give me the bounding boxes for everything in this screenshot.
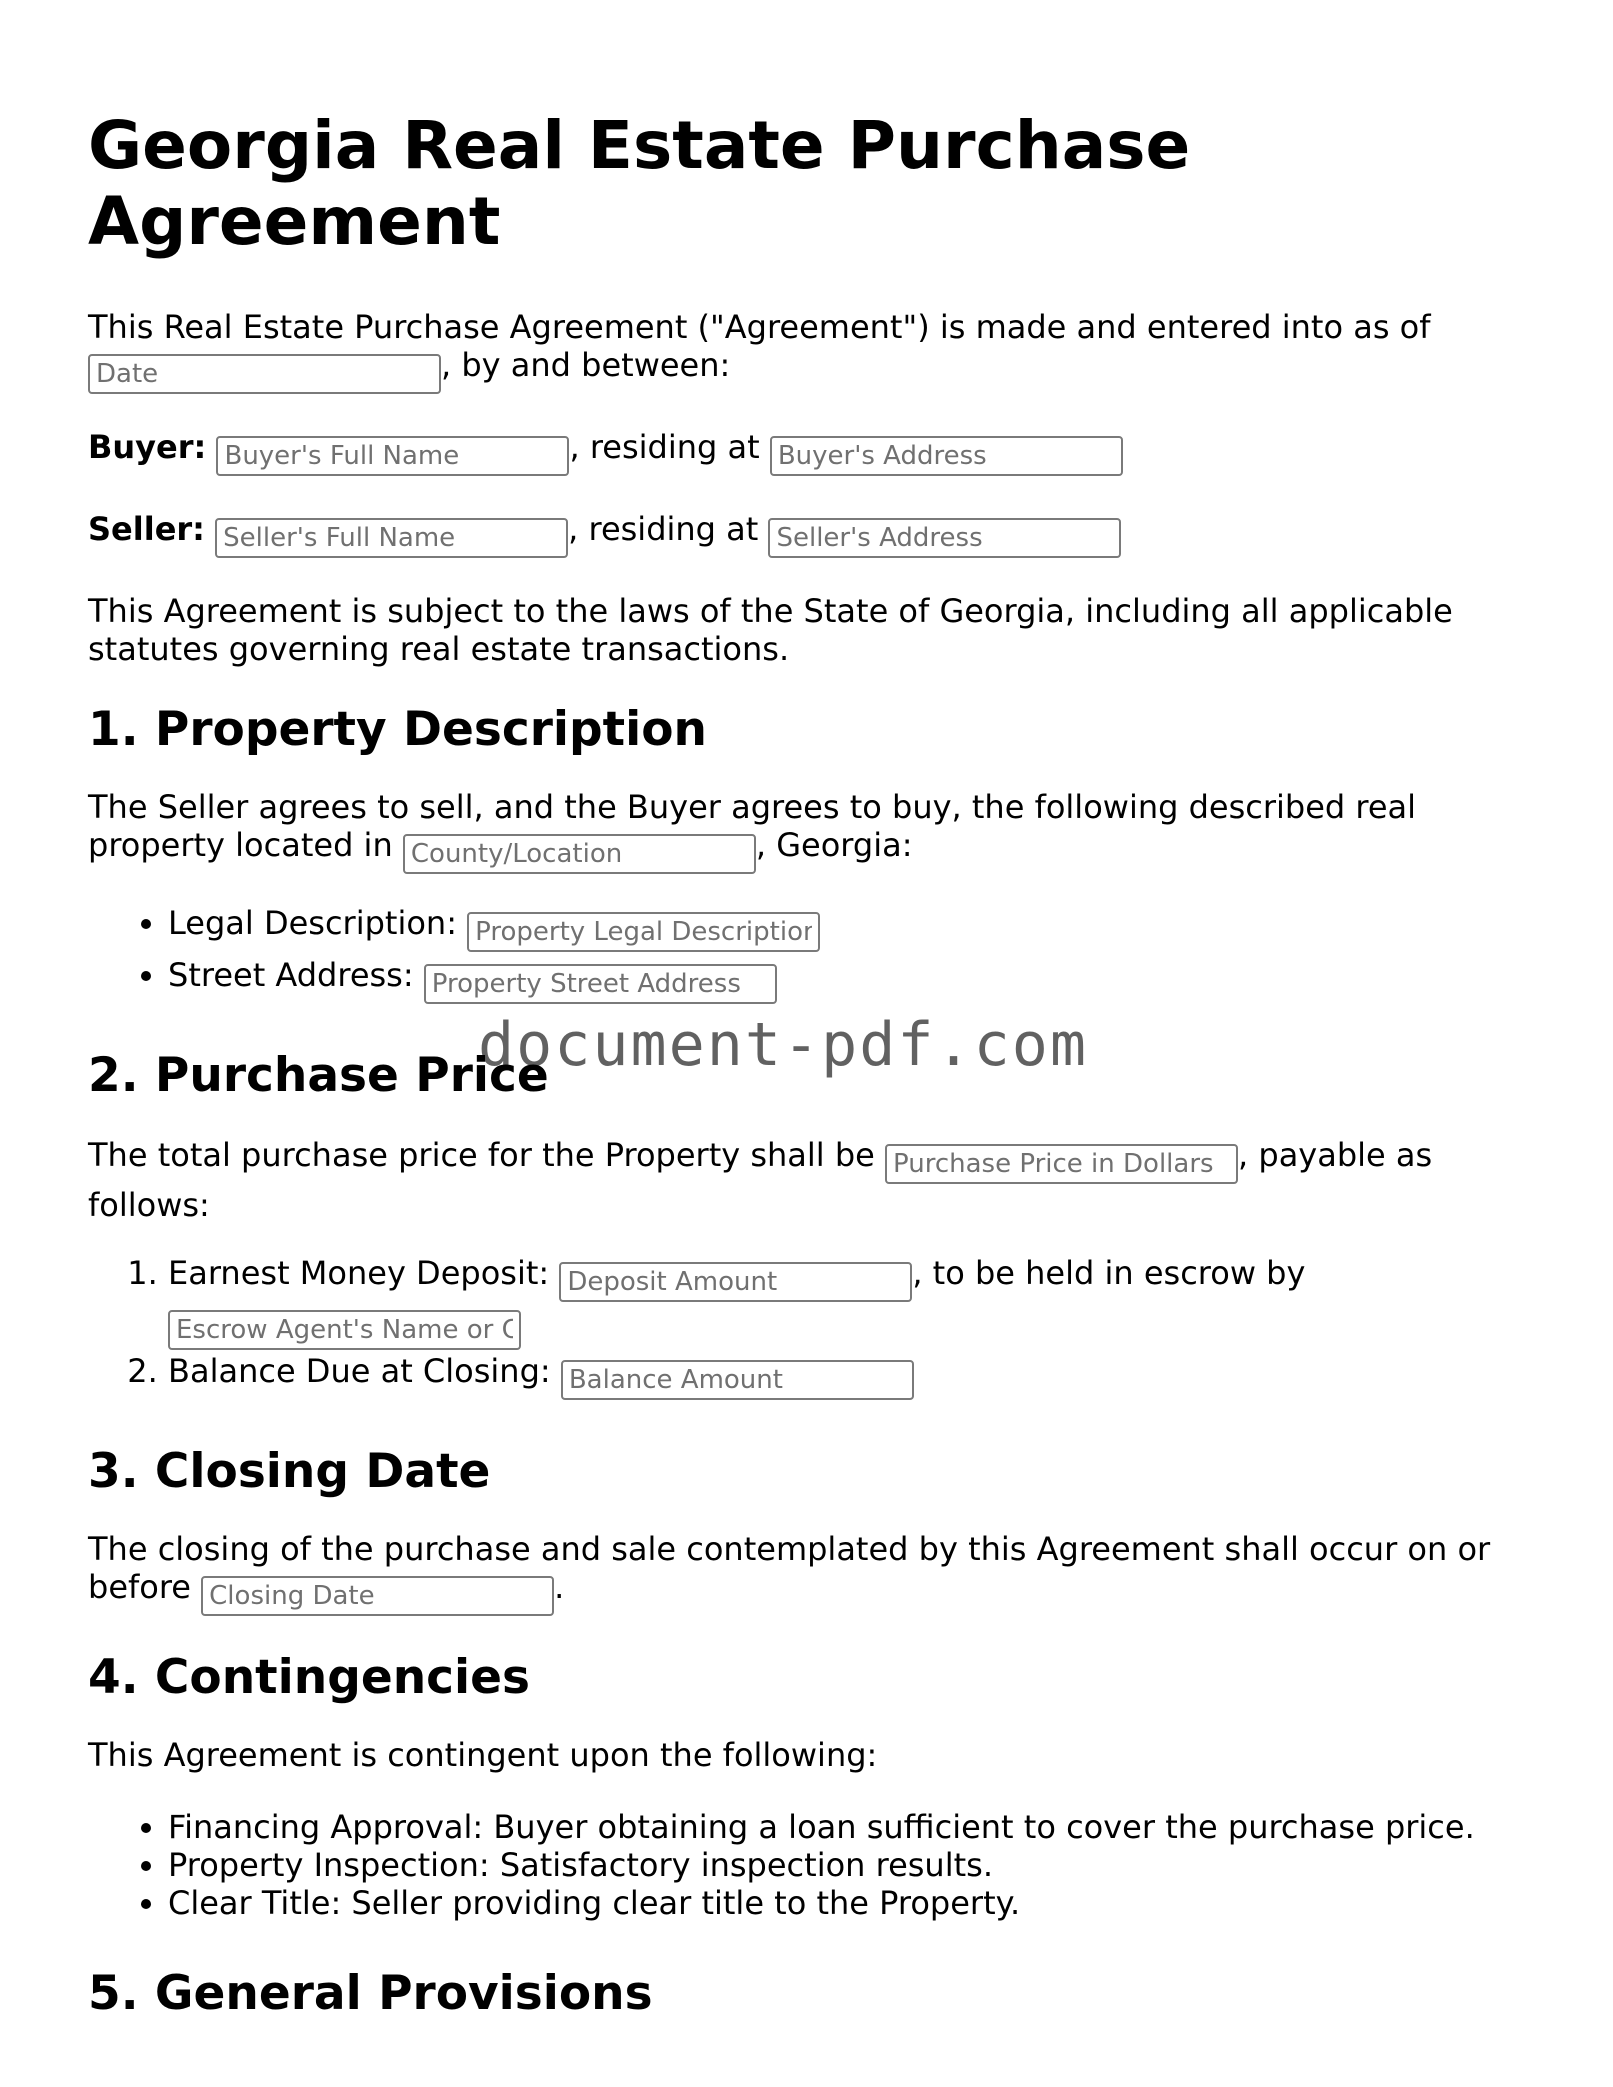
seller-residing-text: , residing at <box>568 510 759 548</box>
legal-description-label: Legal Description: <box>168 904 457 942</box>
escrow-text: , to be held in escrow by <box>912 1254 1306 1292</box>
balance-amount-input[interactable] <box>561 1360 914 1400</box>
county-input[interactable] <box>403 834 756 874</box>
section-heading-provisions: 5. General Provisions <box>88 1966 653 2021</box>
seller-label: Seller: <box>88 510 205 548</box>
property-text-after: , Georgia: <box>755 826 913 864</box>
deposit-label: Earnest Money Deposit: <box>168 1254 550 1292</box>
list-item <box>168 1254 1528 1350</box>
buyer-residing-text: , residing at <box>569 428 760 466</box>
purchase-price-input[interactable] <box>885 1144 1238 1184</box>
price-paragraph <box>88 1134 1528 1226</box>
seller-name-input[interactable] <box>215 518 568 558</box>
price-text-after: , payable as follows: <box>88 1136 1433 1224</box>
seller-address-input[interactable] <box>768 518 1121 558</box>
section-heading-closing: 3. Closing Date <box>88 1444 491 1499</box>
document-page <box>88 108 1528 2052</box>
price-text: The total purchase price for the Property shall be <box>88 1136 875 1174</box>
intro-text: This Real Estate Purchase Agreement ("Agreement") is made and entered into as of <box>88 308 1431 346</box>
buyer-label: Buyer: <box>88 428 207 466</box>
watermark: document-pdf.com <box>478 1010 1088 1080</box>
closing-text-after: . <box>554 1568 565 1606</box>
list-item: • Financing Approval: Buyer obtaining a loan sufficient to cover the purchase price. <box>168 1808 1528 1846</box>
closing-date-input[interactable] <box>201 1576 554 1616</box>
section-heading-price: 2. Purchase Price <box>88 1048 549 1103</box>
list-item <box>168 904 1528 952</box>
contingencies-intro: This Agreement is contingent upon the following: <box>88 1736 878 1774</box>
seller-line <box>88 510 1528 558</box>
closing-paragraph <box>88 1530 1528 1616</box>
property-details-list <box>88 904 1528 1004</box>
list-item <box>168 1352 1528 1400</box>
list-item <box>168 956 1528 1004</box>
buyer-name-input[interactable] <box>216 436 569 476</box>
buyer-line <box>88 428 1528 476</box>
legal-description-input[interactable] <box>467 912 820 952</box>
date-input[interactable] <box>88 354 441 394</box>
property-paragraph <box>88 788 1528 874</box>
street-address-input[interactable] <box>424 964 777 1004</box>
page-title: Georgia Real Estate Purchase Agreement <box>88 107 1191 260</box>
intro-text-after: , by and between: <box>441 346 731 384</box>
street-address-label: Street Address: <box>168 956 414 994</box>
balance-label: Balance Due at Closing: <box>168 1352 551 1390</box>
governing-law-paragraph: This Agreement is subject to the laws of the State of Georgia, including all applicable statutes governing real estate transactions. <box>88 592 1453 668</box>
closing-text: The closing of the purchase and sale contemplated by this Agreement shall occur on or before <box>88 1530 1491 1606</box>
escrow-agent-input[interactable] <box>168 1310 521 1350</box>
property-text: The Seller agrees to sell, and the Buyer agrees to buy, the following described real property located in <box>88 788 1417 864</box>
deposit-amount-input[interactable] <box>559 1262 912 1302</box>
section-heading-contingencies: 4. Contingencies <box>88 1650 531 1705</box>
section-heading-property: 1. Property Description <box>88 702 707 757</box>
list-item: • Property Inspection: Satisfactory inspection results. <box>168 1846 1528 1884</box>
intro-paragraph <box>88 308 1528 394</box>
buyer-address-input[interactable] <box>770 436 1123 476</box>
list-item: • Clear Title: Seller providing clear title to the Property. <box>168 1884 1528 1922</box>
payment-terms-list <box>88 1254 1528 1400</box>
contingencies-list <box>88 1808 1528 1922</box>
